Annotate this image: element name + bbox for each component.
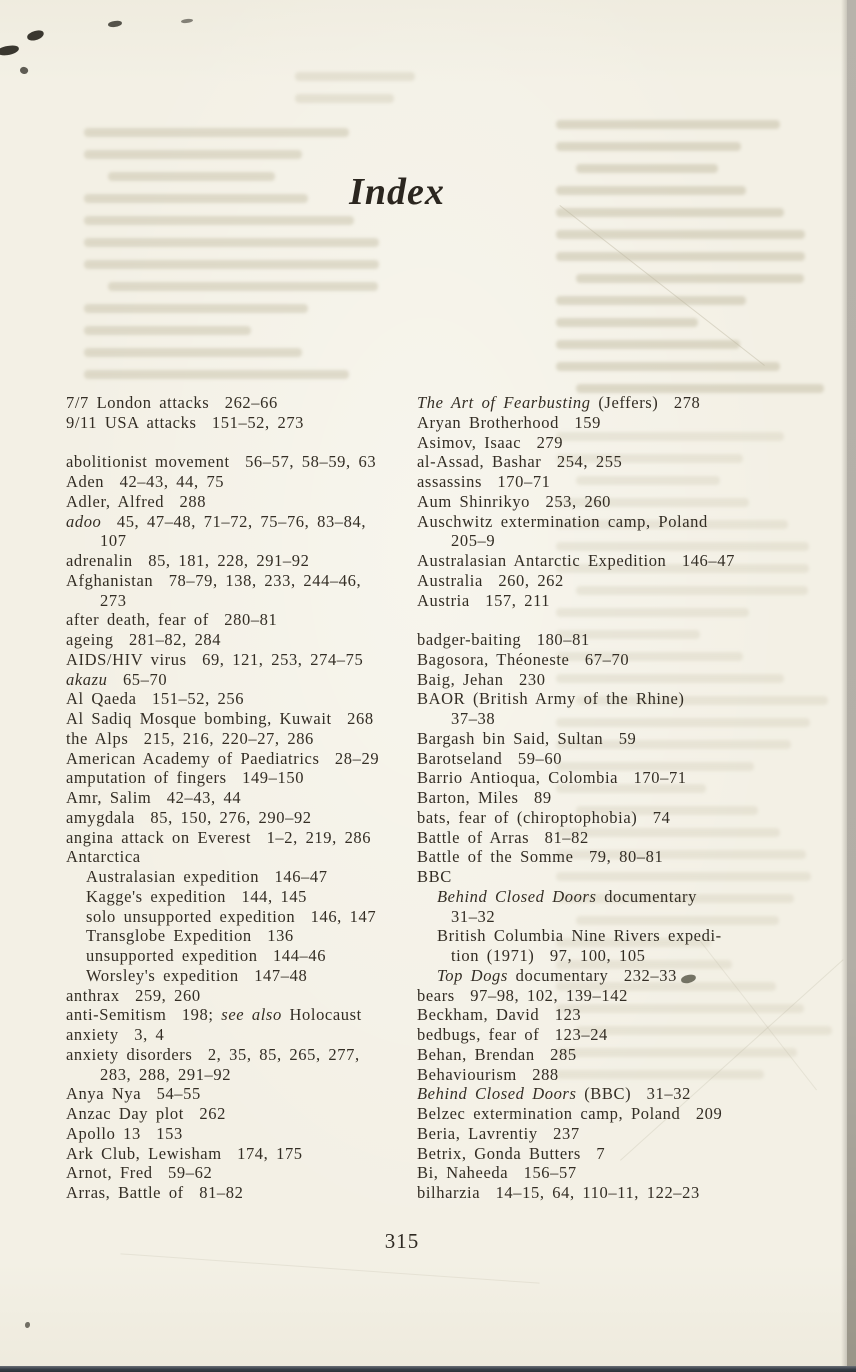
entry-text: British Columbia Nine Rivers expedi- [437,926,722,946]
bleedthrough-line [576,274,804,283]
index-entry-line [66,1025,418,1045]
index-entry-line [66,531,418,551]
index-entry-line [417,472,817,492]
entry-text: Aum Shinrikyo 253, 260 [417,491,612,511]
bleedthrough-line [295,72,415,81]
index-entry-line [417,926,817,946]
entry-text: Al Qaeda 151–52, 256 [66,689,245,709]
index-entry-line [66,1183,418,1203]
entry-text: unsupported expedition 144–46 [86,946,327,965]
index-entry-line [66,709,418,729]
index-entry-line [66,551,418,571]
index-entry-line [66,946,418,966]
entry-text: anti-Semitism 198; [66,1005,222,1025]
index-entry-line [417,433,817,453]
index-entry-line [66,630,418,650]
index-entry-line [66,926,418,946]
entry-text: Australasian expedition 146–47 [86,867,328,886]
index-entry-line [66,689,418,709]
entry-text: BBC [417,867,452,886]
entry-text: Holocaust [281,1005,362,1025]
index-entry-line [66,571,418,591]
bleedthrough-text-top [295,72,430,116]
bleedthrough-line [84,150,302,159]
index-entry-line [66,472,418,492]
bleedthrough-line [84,128,349,137]
entry-text: Beria, Lavrentiy 237 [417,1123,580,1143]
index-entry-line [417,551,817,571]
index-entry-line [417,1005,817,1025]
bleedthrough-line [84,370,349,379]
index-entry-line [417,1045,817,1065]
entry-text: Barton, Miles 89 [417,788,552,807]
bleedthrough-line [556,120,780,129]
entry-text: Australia 260, 262 [417,570,564,590]
index-entry-line [66,1084,418,1104]
index-entry-line [417,847,817,867]
entry-text-italic: Behind Closed Doors [417,1084,577,1104]
entry-text: the Alps 215, 216, 220–27, 286 [66,728,314,748]
entry-text: BAOR (British Army of the Rhine) [417,689,685,709]
index-entry-line [66,610,418,630]
entry-text: adrenalin 85, 181, 228, 291–92 [66,551,310,570]
entry-text: Behaviourism 288 [417,1064,559,1084]
entry-text: ageing 281–82, 284 [66,630,222,649]
index-entry-line [66,492,418,512]
entry-text: bedbugs, fear of 123–24 [417,1025,608,1044]
entry-text: 283, 288, 291–92 [100,1064,232,1084]
entry-text: Beckham, David 123 [417,1005,582,1025]
index-entry-line [66,788,418,808]
entry-text-italic: Behind Closed Doors [437,886,597,906]
entry-text: Kagge's expedition 144, 145 [86,886,308,906]
entry-text: 31–32 [451,906,496,926]
entry-text: Ark Club, Lewisham 174, 175 [66,1143,303,1163]
index-entry-line [417,1183,817,1203]
index-entry-line [417,907,817,927]
index-column-right [417,393,817,1203]
scan-edge-bottom [0,1366,856,1372]
index-entry-line [66,1104,418,1124]
index-entry-line [417,1144,817,1164]
index-entry-line [66,768,418,788]
index-column-left [66,393,418,1203]
index-entry-line [417,887,817,907]
entry-text: Al Sadiq Mosque bombing, Kuwait 268 [66,709,374,728]
index-entry-line [417,413,817,433]
index-entry-line [417,986,817,1006]
entry-text: 65–70 [107,669,168,689]
bleedthrough-line [108,282,378,291]
entry-text: (Jeffers) 278 [590,393,701,412]
blank-line [417,610,817,630]
ink-smudge [0,45,20,57]
entry-text: Battle of Arras 81–82 [417,827,589,847]
bleedthrough-line [84,304,308,313]
entry-text: bats, fear of (chiroptophobia) 74 [417,807,671,827]
entry-text: Bagosora, Théoneste 67–70 [417,649,630,669]
entry-text-italic: Top Dogs [437,965,508,985]
index-entry-line [66,650,418,670]
bleedthrough-line [556,318,698,327]
scan-edge-right [847,0,856,1372]
index-entry-line [417,630,817,650]
index-entry-line [66,512,418,532]
entry-text: documentary 232–33 [507,965,677,985]
index-entry-line [417,1163,817,1183]
index-entry-line [66,828,418,848]
index-entry-line [417,492,817,512]
entry-text: assassins 170–71 [417,472,551,491]
entry-text-italic: The Art of Fearbusting [417,393,591,412]
index-entry-line [66,1163,418,1183]
index-entry-line [66,729,418,749]
entry-text: 7/7 London attacks 262–66 [66,393,278,412]
entry-text: bears 97–98, 102, 139–142 [417,985,628,1005]
entry-text: anthrax 259, 260 [66,985,201,1005]
entry-text: bilharzia 14–15, 64, 110–11, 122–23 [417,1183,700,1202]
entry-text: angina attack on Everest 1–2, 219, 286 [66,827,372,847]
entry-text: Australasian Antarctic Expedition 146–47 [417,551,735,570]
index-entry-line [417,808,817,828]
entry-text: documentary [596,886,697,906]
entry-text: 107 [100,531,127,551]
index-entry-line [417,946,817,966]
bleedthrough-text-left [84,128,382,392]
entry-text: Antarctica [66,847,141,867]
entry-text: 273 [100,590,127,610]
index-entry-line [417,1124,817,1144]
entry-text: Anzac Day plot 262 [66,1104,226,1123]
entry-text-italic: see also [221,1005,282,1025]
ink-smudge [108,20,123,27]
entry-text: Austria 157, 211 [417,590,551,610]
entry-text-italic: akazu [66,669,108,689]
bleedthrough-line [556,362,780,371]
entry-text: anxiety disorders 2, 35, 85, 265, 277, [66,1044,360,1064]
entry-text: Anya Nya 54–55 [66,1084,201,1104]
index-entry-line [66,749,418,769]
index-entry-line [417,788,817,808]
index-entry-line [417,1084,817,1104]
entry-text: anxiety 3, 4 [66,1025,165,1044]
bleedthrough-line [84,260,379,269]
bleedthrough-line [556,340,740,349]
index-entry-line [66,1124,418,1144]
entry-text: 37–38 [451,709,496,728]
index-entry-line [417,1025,817,1045]
bleedthrough-line [84,238,379,247]
entry-text: amputation of fingers 149–150 [66,768,305,788]
entry-text: Aden 42–43, 44, 75 [66,472,225,491]
index-entry-line [417,512,817,532]
index-entry-line [66,452,418,472]
index-entry-line [417,689,817,709]
entry-text: al-Assad, Bashar 254, 255 [417,452,623,472]
index-entry-line [417,1065,817,1085]
index-entry-line [417,729,817,749]
index-entry-line [417,393,817,413]
entry-text: amygdala 85, 150, 276, 290–92 [66,807,312,827]
index-entry-line [417,650,817,670]
index-entry-line [417,1104,817,1124]
entry-text: badger-baiting 180–81 [417,630,590,649]
entry-text: Belzec extermination camp, Poland 209 [417,1104,723,1123]
index-entry-line [66,1005,418,1025]
entry-text: 9/11 USA attacks 151–52, 273 [66,412,305,432]
page-title: Index [349,171,445,213]
entry-text: Worsley's expedition 147–48 [86,965,308,985]
index-entry-line [417,709,817,729]
entry-text: 45, 47–48, 71–72, 75–76, 83–84, [101,511,367,531]
bleedthrough-line [295,94,394,103]
index-entry-line [66,887,418,907]
ink-smudge [19,66,29,76]
index-entry-line [66,1045,418,1065]
index-entry-line [66,966,418,986]
ink-smudge [181,18,193,23]
index-entry-line [417,966,817,986]
entry-text: Baig, Jehan 230 [417,669,546,689]
paper-crease [120,1253,539,1283]
index-entry-line [417,531,817,551]
index-entry-line [417,571,817,591]
index-entry-line [417,670,817,690]
entry-text: Transglobe Expedition 136 [86,926,294,946]
entry-text: Bargash bin Said, Sultan 59 [417,728,637,748]
entry-text-italic: adoo [66,511,102,531]
entry-text: Barrio Antioqua, Colombia 170–71 [417,768,687,788]
blank-line [66,433,418,453]
entry-text: American Academy of Paediatrics 28–29 [66,748,380,768]
bleedthrough-line [84,216,354,225]
index-entry-line [66,907,418,927]
index-entry-line [66,670,418,690]
index-entry-line [417,452,817,472]
index-entry-line [417,867,817,887]
entry-text: Amr, Salim 42–43, 44 [66,788,242,807]
bleedthrough-text-right [556,120,808,406]
entry-text: Barotseland 59–60 [417,748,563,768]
entry-text: Behan, Brendan 285 [417,1044,577,1064]
index-entry-line [66,393,418,413]
entry-text: Afghanistan 78–79, 138, 233, 244–46, [66,570,362,590]
entry-text: after death, fear of 280–81 [66,610,278,630]
entry-text: Battle of the Somme 79, 80–81 [417,847,664,867]
index-entry-line [417,768,817,788]
index-entry-line [66,1065,418,1085]
index-entry-line [417,749,817,769]
index-entry-line [417,591,817,611]
entry-text: Apollo 13 153 [66,1123,183,1143]
index-entry-line [66,1144,418,1164]
index-entry-line [66,591,418,611]
bleedthrough-line [556,142,741,151]
index-entry-line [66,867,418,887]
index-entry-line [66,808,418,828]
bleedthrough-line [84,326,251,335]
index-entry-line [66,986,418,1006]
entry-text: Bi, Naheeda 156–57 [417,1163,577,1183]
entry-text: Arnot, Fred 59–62 [66,1163,213,1183]
entry-text: solo unsupported expedition 146, 147 [86,906,377,926]
entry-text: Arras, Battle of 81–82 [66,1183,244,1202]
entry-text: (BBC) 31–32 [576,1084,691,1104]
entry-text: Asimov, Isaac 279 [417,432,564,452]
page-number: 315 [384,1229,420,1253]
entry-text: Betrix, Gonda Butters 7 [417,1143,606,1163]
entry-text: tion (1971) 97, 100, 105 [451,946,646,965]
bleedthrough-line [84,348,302,357]
bleedthrough-line [556,252,805,261]
entry-text: Aryan Brotherhood 159 [417,412,601,432]
entry-text: Auschwitz extermination camp, Poland [417,511,708,531]
index-entry-line [66,847,418,867]
bleedthrough-line [556,296,746,305]
index-entry-line [66,413,418,433]
bleedthrough-line [576,384,824,393]
ink-speck [25,1322,30,1328]
ink-smudge [26,29,45,42]
index-entry-line [417,828,817,848]
entry-text: abolitionist movement 56–57, 58–59, 63 [66,452,377,472]
entry-text: 205–9 [451,531,496,551]
entry-text: AIDS/HIV virus 69, 121, 253, 274–75 [66,649,364,669]
entry-text: Adler, Alfred 288 [66,491,207,511]
